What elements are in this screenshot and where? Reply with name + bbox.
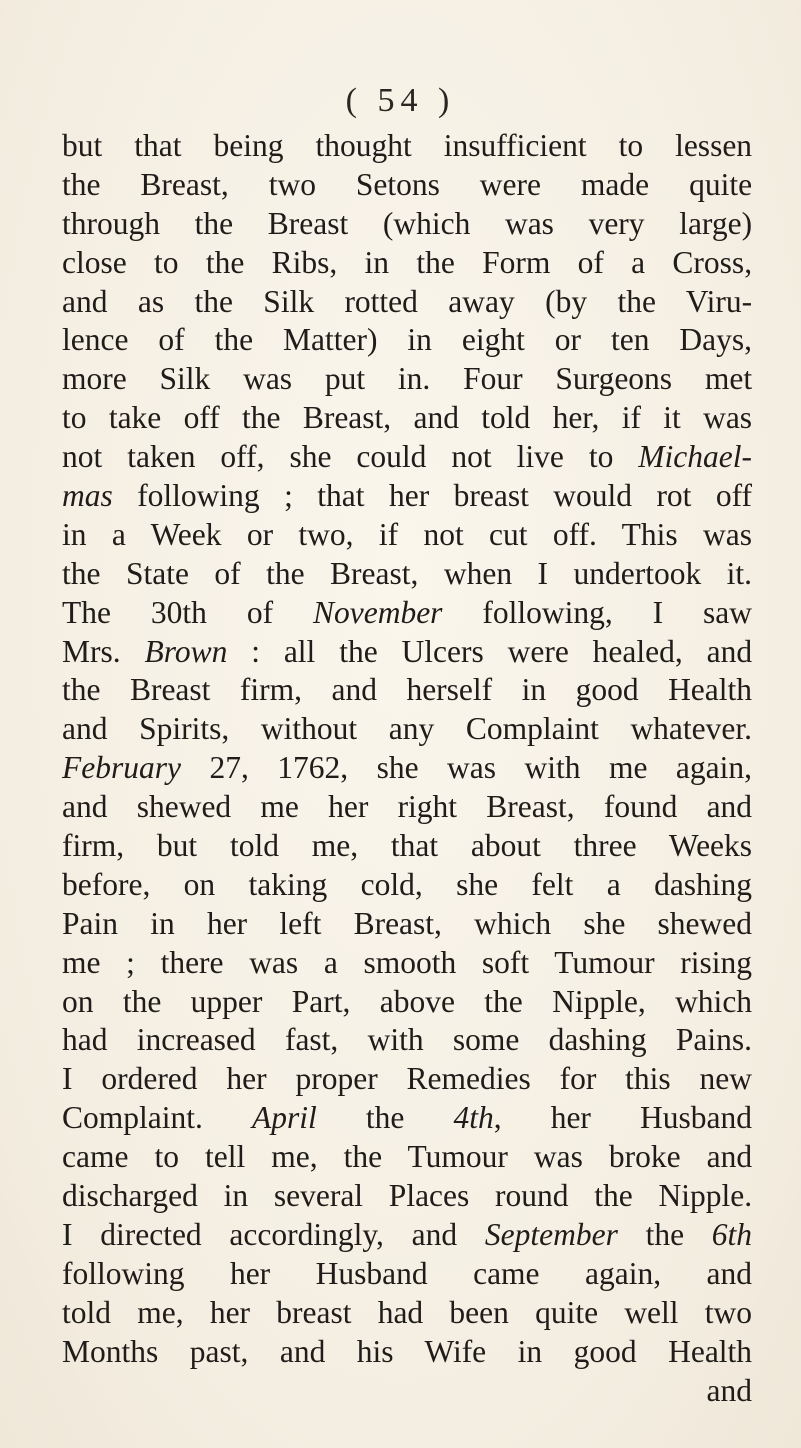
page-number-header: ( 54 ): [345, 82, 456, 119]
text-line: before, on taking cold, she felt a dashing: [62, 866, 753, 902]
text-line: lence of the Matter) in eight or ten Days,: [62, 322, 753, 358]
text-line: the State of the Breast, when I undertook it.: [62, 555, 753, 591]
text-line: more Silk was put in. Four Surgeons met: [62, 361, 753, 397]
text-line: Mrs. Brown : all the Ulcers were healed, and: [62, 633, 753, 669]
text-line: and: [706, 1372, 752, 1408]
page-body-text: [62, 127, 752, 1410]
text-line: had increased fast, with some dashing Pains.: [62, 1022, 753, 1058]
text-line: discharged in several Places round the Nipple.: [62, 1178, 753, 1214]
text-line: Months past, and his Wife in good Health: [62, 1333, 753, 1369]
text-line: came to tell me, the Tumour was broke and: [62, 1139, 753, 1175]
text-line: told me, her breast had been quite well two: [62, 1294, 753, 1330]
text-line: Pain in her left Breast, which she shewed: [62, 905, 752, 941]
text-line: firm, but told me, that about three Weeks: [62, 828, 753, 864]
text-line: Complaint. April the 4th, her Husband: [62, 1100, 753, 1136]
text-line: the Breast firm, and herself in good Health: [62, 672, 753, 708]
text-line: in a Week or two, if not cut off. This was: [62, 516, 753, 552]
text-line: mas following ; that her breast would rot off: [62, 478, 753, 514]
text-line: I directed accordingly, and September the 6th: [62, 1216, 753, 1252]
text-line: not taken off, she could not live to Michael-: [62, 439, 752, 475]
text-line: and shewed me her right Breast, found and: [62, 789, 753, 825]
text-line: and as the Silk rotted away (by the Viru-: [62, 283, 753, 319]
text-line: and Spirits, without any Complaint whatever.: [62, 711, 753, 747]
text-line: but that being thought insufficient to lessen: [62, 128, 753, 163]
text-line: February 27, 1762, she was with me again,: [62, 750, 752, 786]
text-line: close to the Ribs, in the Form of a Cross,: [62, 244, 753, 280]
text-line: me ; there was a smooth soft Tumour rising: [62, 944, 753, 980]
text-line: I ordered her proper Remedies for this new: [62, 1061, 753, 1097]
text-line: to take off the Breast, and told her, if it was: [62, 400, 753, 436]
text-line: on the upper Part, above the Nipple, which: [62, 983, 753, 1019]
text-line: following her Husband came again, and: [62, 1255, 753, 1291]
text-line: The 30th of November following, I saw: [62, 594, 753, 630]
text-line: through the Breast (which was very large): [62, 205, 753, 241]
text-line: the Breast, two Setons were made quite: [62, 166, 753, 202]
